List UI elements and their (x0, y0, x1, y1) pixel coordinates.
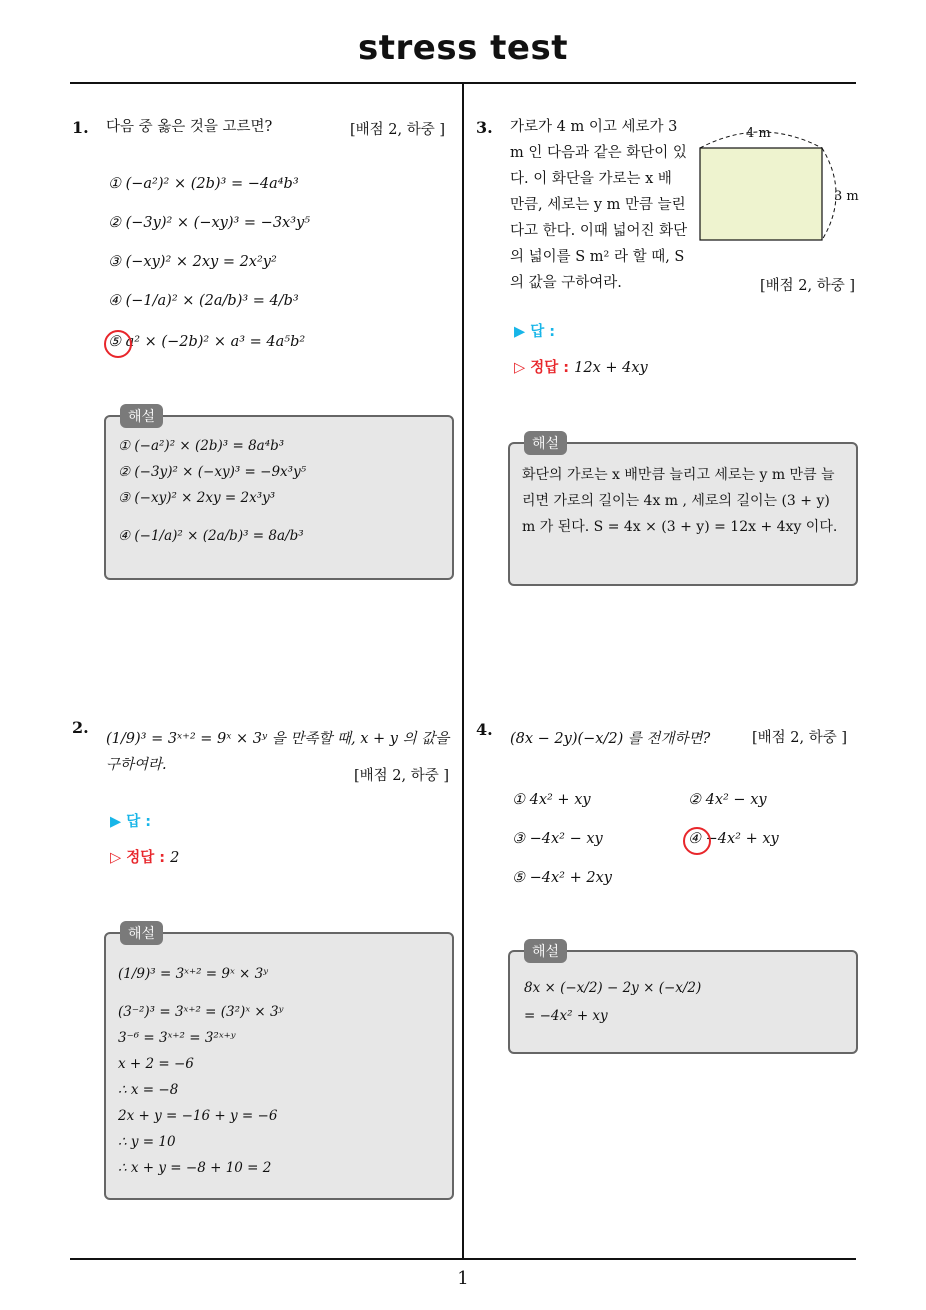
solution-line: (1/9)³ = 3ˣ⁺² = 9ˣ × 3ʸ (118, 966, 269, 982)
page-title: stress test (358, 28, 568, 68)
option-2[interactable]: ② 4x² − xy (688, 792, 767, 808)
solution-line: ∴ x = −8 (118, 1082, 179, 1098)
question-number: 1. (72, 118, 89, 137)
width-label: 4 m (746, 126, 771, 141)
correct-label: ▷ 정답 : (110, 850, 166, 866)
page-number: 1 (457, 1268, 469, 1289)
correct-label: ▷ 정답 : (514, 360, 570, 376)
option-3[interactable]: ③ −4x² − xy (512, 831, 603, 847)
solution-tag: 해설 (524, 431, 567, 455)
solution-box (508, 950, 858, 1054)
option-4[interactable]: ④ −4x² + xy (688, 831, 779, 847)
answer-label: ▶ 답 : (514, 324, 556, 340)
option-5[interactable]: ⑤ −4x² + 2xy (512, 870, 612, 886)
answer-label: ▶ 답 : (110, 814, 152, 830)
solution-line: x + 2 = −6 (118, 1056, 194, 1072)
solution-tag: 해설 (120, 404, 163, 428)
column-divider (462, 82, 464, 1259)
solution-line: ③ (−xy)² × 2xy = 2x³y³ (118, 490, 276, 506)
selected-answer-circle (104, 330, 132, 358)
solution-line: 2x + y = −16 + y = −6 (118, 1108, 278, 1124)
solution-tag: 해설 (120, 921, 163, 945)
question-text: (1/9)³ = 3ˣ⁺² = 9ˣ × 3ʸ 을 만족할 때, x + y 의 값을 구하여라. (106, 731, 450, 773)
solution-line: ② (−3y)² × (−xy)³ = −9x³y⁵ (118, 464, 307, 480)
correct-value: 12x + 4xy (574, 360, 648, 376)
selected-answer-circle (683, 827, 711, 855)
solution-line: 8x × (−x/2) − 2y × (−x/2) (524, 980, 702, 996)
solution-line: = −4x² + xy (524, 1008, 608, 1024)
correct-value: 2 (170, 850, 180, 866)
option-2[interactable]: ② (−3y)² × (−xy)³ = −3x³y⁵ (108, 215, 311, 231)
option-3[interactable]: ③ (−xy)² × 2xy = 2x²y² (108, 254, 277, 270)
solution-tag: 해설 (524, 939, 567, 963)
solution-line: (3⁻²)³ = 3ˣ⁺² = (3²)ˣ × 3ʸ (118, 1004, 284, 1020)
solution-line: ∴ x + y = −8 + 10 = 2 (118, 1160, 272, 1176)
correct-answer (110, 846, 179, 867)
question-meta: [배점 2, 하중 ] (752, 730, 848, 746)
question-number: 3. (476, 118, 493, 137)
solution-line: ∴ y = 10 (118, 1134, 176, 1150)
height-label: 3 m (834, 189, 859, 204)
question-meta: [배점 2, 하중 ] (354, 768, 450, 784)
correct-answer (514, 356, 648, 377)
question-text: 다음 중 옳은 것을 고르면? (106, 119, 273, 135)
question-meta: [배점 2, 하중 ] (350, 122, 446, 138)
solution-line: 3⁻⁶ = 3ˣ⁺² = 3²ˣ⁺ʸ (118, 1030, 236, 1046)
question-text: (8x − 2y)(−x/2) 를 전개하면? (510, 731, 711, 747)
solution-line: ① (−a²)² × (2b)³ = 8a⁴b³ (118, 438, 285, 454)
option-5[interactable]: ⑤ a² × (−2b)² × a³ = 4a⁵b² (108, 334, 306, 350)
solution-line: ④ (−1/a)² × (2a/b)³ = 8a/b³ (118, 528, 304, 544)
option-1[interactable]: ① (−a²)² × (2b)³ = −4a⁴b³ (108, 176, 299, 192)
question-text-wrap (510, 114, 690, 296)
option-1[interactable]: ① 4x² + xy (512, 792, 591, 808)
flower-bed-figure (690, 116, 860, 246)
question-text: 가로가 4 m 이고 세로가 3 m 인 다음과 같은 화단이 있다. 이 화단을 가로는 x 배 만큼, 세로는 y m 만큼 늘린다고 한다. 이때 넓어진 화단의 넓이를 S m² 라 할 때, S 의 값을 구하여라. (510, 119, 688, 291)
question-meta: [배점 2, 하중 ] (760, 278, 856, 294)
flower-bed-rect (700, 148, 822, 240)
bottom-rule (70, 1258, 856, 1260)
question-number: 4. (476, 720, 493, 739)
solution-text: 화단의 가로는 x 배만큼 늘리고 세로는 y m 만큼 늘리면 가로의 길이는 4x m , 세로의 길이는 (3 + y) m 가 된다. S = 4x × (3 + y) = 12x + 4xy 이다. (522, 467, 838, 535)
option-4[interactable]: ④ (−1/a)² × (2a/b)³ = 4/b³ (108, 293, 299, 309)
question-number: 2. (72, 718, 89, 737)
